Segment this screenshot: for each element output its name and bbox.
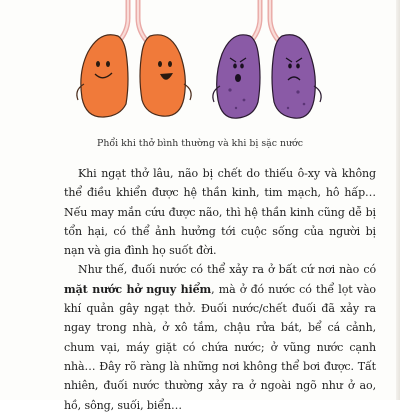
page-edge: [396, 0, 400, 400]
paragraph-2: [64, 260, 376, 414]
paragraph-2-after: , mà ở đó nước có thể lọt vào khí quản gây ngạt thở. Đuối nước/chết đuối đã xảy ra ngay trong nhà, ở xô tắm, chậu rửa bát, bể cá cảnh, chum vại, máy giặt có chứa nước; ở vũng nước cạnh nhà… Đây rõ ràng là những nơi không thể bơi được. Tất nhiên, đuối nước thường xảy ra ở ngoài ngõ như ở ao, hồ, sông, suối, biển…: [64, 282, 376, 412]
drowned-lungs-icon: [213, 0, 321, 118]
figure-caption: Phổi khi thở bình thường và khi bị sặc nước: [97, 138, 303, 149]
healthy-lungs-icon: [77, 0, 191, 117]
paragraph-1: Khi ngạt thở lâu, não bị chết do thiếu ô-xy và không thể điều khiển được hệ thần kinh, tim mạch, hô hấp… Nếu may mắn cứu được não, thì hệ thần kinh cũng dễ bị tổn hại, có thể ảnh hưởng tới cuộc sống của người bị nạn và gia đình họ suốt đời.: [64, 167, 376, 258]
lungs-illustration: [60, 0, 350, 130]
bold-phrase: mặt nước hở nguy hiểm: [64, 282, 212, 296]
body-text: [64, 164, 376, 415]
paragraph-2-before: Như thế, đuối nước có thể xảy ra ở bất cứ nơi nào có: [78, 263, 376, 277]
